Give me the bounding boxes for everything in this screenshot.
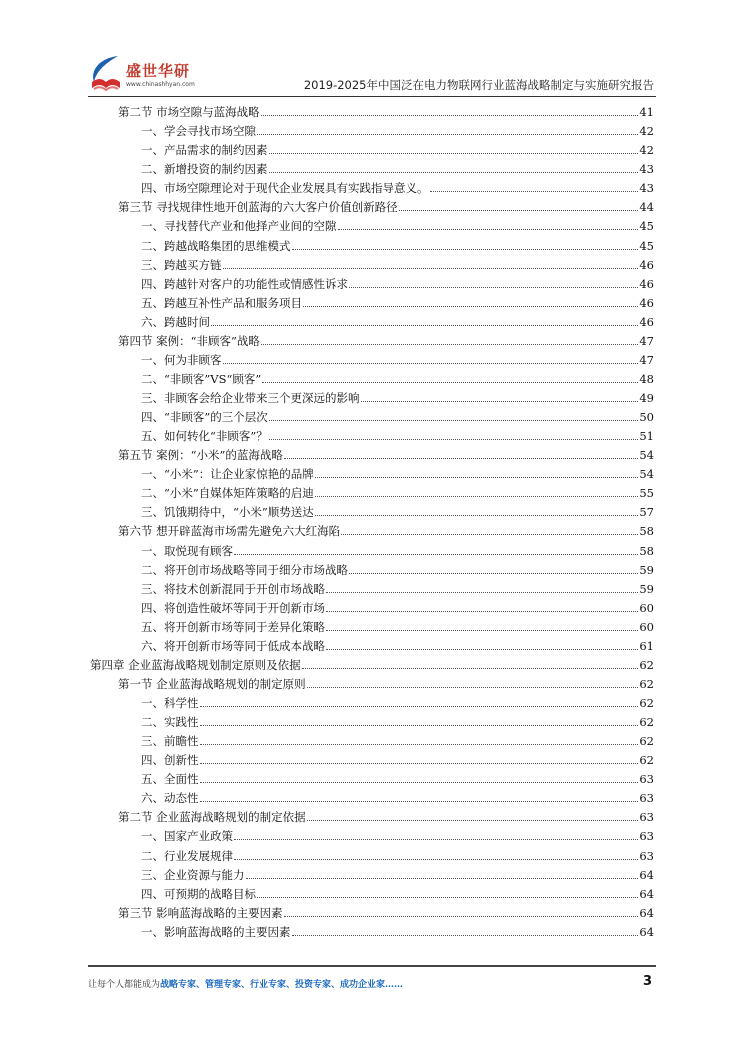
toc-entry[interactable]	[90, 729, 654, 748]
toc-entry-title: 第二节 市场空隙与蓝海战略	[118, 105, 260, 120]
toc-entry-title: 四、跨越针对客户的功能性或情感性诉求	[141, 276, 348, 291]
toc-entry-title: 五、全面性	[141, 772, 199, 787]
toc-entry[interactable]	[90, 615, 654, 634]
toc-entry[interactable]	[90, 805, 654, 824]
toc-entry[interactable]	[90, 786, 654, 805]
toc-entry-title: 三、将技术创新混同于开创市场战略	[141, 581, 325, 596]
toc-entry[interactable]	[90, 519, 654, 538]
toc-leader-dots	[361, 401, 639, 402]
toc-entry-page: 50	[639, 410, 654, 425]
toc-entry[interactable]	[90, 253, 654, 272]
toc-entry[interactable]	[90, 767, 654, 786]
toc-entry[interactable]	[90, 310, 654, 329]
toc-entry-title: 二、实践性	[141, 715, 199, 730]
toc-entry-page: 46	[639, 295, 654, 310]
toc-entry-page: 62	[639, 696, 654, 710]
toc-leader-dots	[430, 191, 639, 192]
toc-entry-title: 六、跨越时间	[141, 314, 210, 329]
toc-entry[interactable]	[90, 538, 654, 557]
toc-entry-title: 二、跨越战略集团的思维模式	[141, 238, 291, 253]
toc-entry-page: 44	[639, 200, 654, 215]
toc-entry-title: 二、新增投资的制约因素	[141, 162, 268, 177]
toc-entry-title: 三、前瞻性	[141, 734, 199, 749]
toc-entry[interactable]	[90, 672, 654, 691]
toc-entry-page: 61	[639, 638, 654, 653]
footer-highlight: 战略专家、管理专家、行业专家、投资专家、成功企业家……	[160, 980, 404, 990]
toc-entry-page: 41	[639, 105, 654, 120]
toc-entry-page: 47	[639, 333, 654, 348]
toc-leader-dots	[269, 420, 639, 421]
toc-entry-page: 49	[639, 391, 654, 405]
toc-leader-dots	[326, 649, 638, 650]
toc-entry-page: 43	[639, 162, 654, 177]
toc-entry[interactable]	[90, 901, 654, 920]
toc-entry-title: 四、将创造性破坏等同于开创新市场	[141, 600, 325, 615]
toc-leader-dots	[269, 439, 639, 440]
toc-entry-page: 63	[639, 791, 654, 806]
toc-entry[interactable]	[90, 843, 654, 862]
toc-entry[interactable]	[90, 462, 654, 481]
toc-entry-title: 五、将开创新市场等同于差异化策略	[141, 619, 325, 634]
toc-leader-dots	[234, 859, 638, 860]
toc-entry[interactable]	[90, 214, 654, 233]
toc-leader-dots	[200, 706, 639, 707]
toc-entry-page: 45	[639, 238, 654, 253]
toc-entry[interactable]	[90, 863, 654, 882]
toc-entry[interactable]	[90, 195, 654, 214]
toc-entry-title: 一、何为非顾客	[141, 352, 222, 367]
toc-leader-dots	[302, 668, 639, 669]
toc-entry-page: 62	[639, 734, 654, 749]
toc-leader-dots	[349, 287, 638, 288]
logo-book-icon	[88, 52, 124, 96]
toc-entry-page: 62	[639, 657, 654, 672]
toc-leader-dots	[326, 611, 638, 612]
toc-entry-title: 第四章 企业蓝海战略规划制定原则及依据	[90, 657, 301, 672]
toc-entry-title: 六、动态性	[141, 791, 199, 806]
toc-entry-page: 45	[639, 219, 654, 234]
toc-leader-dots	[200, 801, 639, 802]
toc-leader-dots	[223, 363, 639, 364]
toc-entry[interactable]	[90, 100, 654, 119]
toc-entry-page: 63	[639, 848, 654, 863]
toc-entry-title: 一、产品需求的制约因素	[141, 143, 268, 158]
toc-entry[interactable]	[90, 882, 654, 901]
toc-leader-dots	[200, 744, 639, 745]
toc-entry[interactable]	[90, 596, 654, 615]
toc-entry-page: 47	[639, 352, 654, 367]
toc-entry[interactable]	[90, 443, 654, 462]
toc-entry-page: 62	[639, 676, 654, 691]
toc-leader-dots	[315, 515, 639, 516]
toc-leader-dots	[284, 916, 639, 917]
toc-entry-page: 64	[639, 886, 654, 901]
footer-prefix: 让每个人都能成为	[88, 980, 161, 990]
toc-leader-dots	[262, 382, 638, 383]
toc-entry-page: 64	[639, 867, 654, 882]
toc-entry-page: 58	[639, 543, 654, 558]
toc-entry[interactable]	[90, 348, 654, 367]
toc-entry-title: 二、“非顾客”VS“顾客”	[141, 371, 262, 386]
toc-entry-page: 55	[639, 486, 654, 501]
toc-entry-title: 一、寻找替代产业和他择产业间的空隙	[141, 219, 337, 234]
toc-leader-dots	[292, 249, 639, 250]
toc-entry-title: 一、学会寻找市场空隙	[141, 124, 256, 139]
toc-entry[interactable]	[90, 272, 654, 291]
toc-entry-title: 三、跨越买方链	[141, 257, 222, 272]
toc-leader-dots	[246, 878, 639, 879]
toc-entry-page: 54	[639, 467, 654, 482]
toc-entry-page: 51	[639, 429, 654, 444]
toc-entry[interactable]	[90, 558, 654, 577]
toc-entry-page: 46	[639, 276, 654, 291]
toc-entry-page: 63	[639, 810, 654, 825]
toc-leader-dots	[257, 134, 638, 135]
toc-leader-dots	[261, 115, 639, 116]
toc-entry-title: 一、国家产业政策	[141, 829, 233, 844]
toc-entry-page: 63	[639, 772, 654, 787]
toc-entry[interactable]	[90, 481, 654, 500]
logo-text: 盛世华研	[126, 62, 191, 80]
toc-entry-page: 42	[639, 143, 654, 158]
toc-entry[interactable]	[90, 748, 654, 767]
toc-entry-title: 二、将开创市场战略等同于细分市场战略	[141, 562, 348, 577]
toc-entry-title: 五、跨越互补性产品和服务项目	[141, 295, 302, 310]
footer-slogan	[88, 977, 403, 990]
toc-entry-page: 48	[639, 371, 654, 386]
toc-leader-dots	[399, 210, 639, 211]
toc-entry-page: 46	[639, 314, 654, 329]
toc-entry[interactable]	[90, 138, 654, 157]
header-divider	[88, 96, 656, 97]
toc-entry-page: 42	[639, 124, 654, 139]
toc-leader-dots	[326, 630, 638, 631]
toc-leader-dots	[200, 763, 639, 764]
toc-entry-title: 四、可预期的战略目标	[141, 886, 256, 901]
toc-leader-dots	[234, 839, 638, 840]
toc-leader-dots	[223, 268, 639, 269]
logo	[88, 52, 208, 96]
toc-entry-page: 59	[639, 581, 654, 596]
toc-leader-dots	[234, 554, 638, 555]
toc-entry[interactable]	[90, 424, 654, 443]
toc-entry-title: 第六节 想开辟蓝海市场需先避免六大红海陷	[118, 524, 341, 539]
toc-entry-page: 64	[639, 905, 654, 920]
toc-leader-dots	[200, 725, 639, 726]
toc-entry-page: 62	[639, 753, 654, 768]
toc-entry-title: 六、将开创新市场等同于低成本战略	[141, 638, 325, 653]
toc-entry-title: 第三节 寻找规律性地开创蓝海的六大客户价值创新路径	[118, 200, 398, 215]
toc-entry[interactable]	[90, 500, 654, 519]
toc-entry[interactable]	[90, 367, 654, 386]
toc-leader-dots	[200, 782, 639, 783]
toc-entry-page: 58	[639, 524, 654, 539]
toc-leader-dots	[307, 820, 639, 821]
toc-leader-dots	[326, 592, 638, 593]
toc-entry-page: 64	[639, 924, 654, 939]
toc-entry[interactable]	[90, 405, 654, 424]
toc-entry[interactable]	[90, 176, 654, 195]
toc-entry-page: 60	[639, 619, 654, 634]
toc-entry-title: 二、行业发展规律	[141, 848, 233, 863]
toc-entry[interactable]	[90, 691, 654, 710]
toc-entry-page: 54	[639, 448, 654, 463]
toc-entry-page: 46	[639, 257, 654, 272]
toc-entry-title: 一、取悦现有顾客	[141, 543, 233, 558]
toc-leader-dots	[315, 496, 639, 497]
toc-leader-dots	[269, 172, 639, 173]
toc-leader-dots	[257, 897, 638, 898]
toc-entry[interactable]	[90, 710, 654, 729]
toc-entry-title: 五、如何转化“非顾客”？	[141, 429, 268, 444]
logo-url: www.chinashhyan.com	[126, 81, 195, 88]
toc-entry-title: 一、科学性	[141, 696, 199, 710]
toc-entry-title: 四、“非顾客”的三个层次	[141, 410, 268, 425]
toc-entry-title: 四、创新性	[141, 753, 199, 768]
toc-entry-page: 43	[639, 181, 654, 196]
toc-leader-dots	[292, 935, 639, 936]
toc-entry[interactable]	[90, 233, 654, 252]
toc-entry[interactable]	[90, 634, 654, 653]
toc-entry[interactable]	[90, 920, 654, 939]
toc-leader-dots	[349, 573, 638, 574]
report-title: 2019-2025年中国泛在电力物联网行业蓝海战略制定与实施研究报告	[303, 78, 654, 92]
toc-entry-title: 第四节 案例：“非顾客”战略	[118, 333, 260, 348]
toc-leader-dots	[211, 325, 638, 326]
toc-entry-page: 57	[639, 505, 654, 520]
toc-entry-title: 三、非顾客会给企业带来三个更深远的影响	[141, 391, 360, 405]
toc-leader-dots	[338, 229, 639, 230]
table-of-contents	[90, 100, 654, 939]
toc-entry[interactable]	[90, 329, 654, 348]
toc-entry-title: 一、影响蓝海战略的主要因素	[141, 924, 291, 939]
toc-entry[interactable]	[90, 653, 654, 672]
toc-entry[interactable]	[90, 824, 654, 843]
toc-entry-title: 三、企业资源与能力	[141, 867, 245, 882]
toc-entry-title: 第五节 案例：“小米”的蓝海战略	[118, 448, 283, 463]
toc-leader-dots	[284, 458, 638, 459]
toc-entry[interactable]	[90, 291, 654, 310]
toc-entry-title: 第二节 企业蓝海战略规划的制定依据	[118, 810, 306, 825]
toc-entry[interactable]	[90, 119, 654, 138]
toc-entry[interactable]	[90, 386, 654, 405]
toc-leader-dots	[341, 534, 638, 535]
toc-leader-dots	[261, 344, 638, 345]
toc-entry-title: 三、饥饿期待中，“小米”顺势送达	[141, 505, 314, 520]
toc-entry-title: 一、“小米”：让企业家惊艳的品牌	[141, 467, 314, 482]
toc-entry-page: 62	[639, 715, 654, 730]
toc-entry[interactable]	[90, 157, 654, 176]
toc-entry-title: 第一节 企业蓝海战略规划的制定原则	[118, 676, 306, 691]
toc-entry-title: 第三节 影响蓝海战略的主要因素	[118, 905, 283, 920]
footer-divider	[88, 965, 656, 967]
toc-leader-dots	[315, 477, 639, 478]
toc-leader-dots	[303, 306, 638, 307]
toc-leader-dots	[269, 153, 639, 154]
toc-entry-page: 60	[639, 600, 654, 615]
toc-entry-page: 59	[639, 562, 654, 577]
toc-entry[interactable]	[90, 577, 654, 596]
toc-entry-title: 二、“小米”自媒体矩阵策略的启迪	[141, 486, 314, 501]
toc-leader-dots	[307, 687, 639, 688]
page-number: 3	[642, 974, 652, 989]
toc-entry-title: 四、市场空隙理论对于现代企业发展具有实践指导意义。	[141, 181, 429, 196]
toc-entry-page: 63	[639, 829, 654, 844]
